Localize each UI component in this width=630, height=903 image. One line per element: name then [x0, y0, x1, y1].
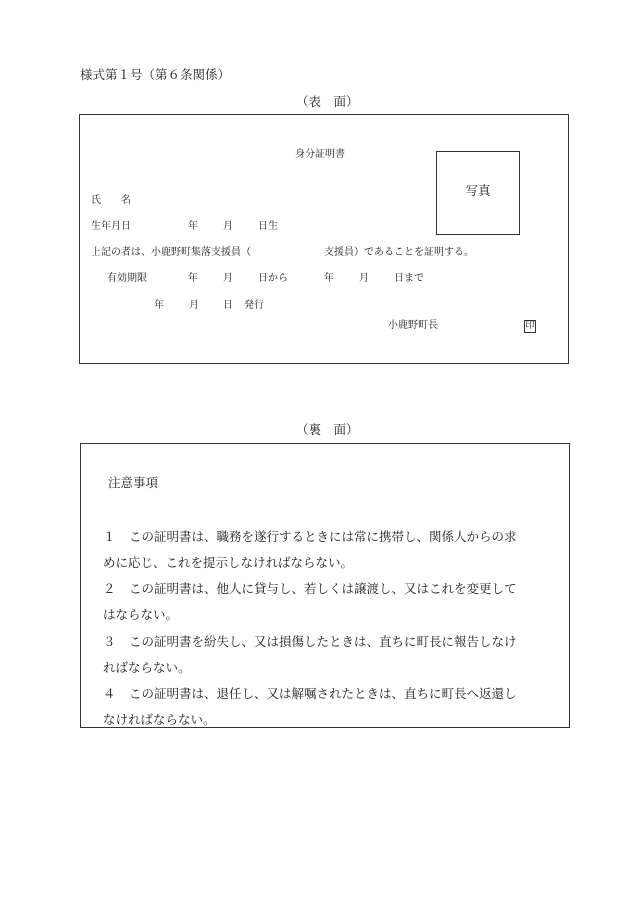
validity-to-day: 日まで [394, 273, 424, 284]
note-number: ３ [103, 634, 116, 649]
card-title: 身分証明書 [295, 149, 345, 160]
note-text: この証明書は、他人に貸与し、若しくは譲渡し、又はこれを変更して [129, 581, 517, 596]
issue-day: 日 [223, 300, 233, 311]
front-side-label: （表 面） [296, 94, 359, 109]
statement-part1: 上記の者は、小鹿野町集落支援員（ [91, 247, 251, 258]
id-card-back [80, 443, 570, 728]
note-number: １ [103, 529, 116, 544]
issue-label: 発行 [244, 300, 264, 311]
note-continuation: ればならない。 [103, 660, 191, 675]
note-number: ２ [103, 581, 116, 596]
note-text: この証明書は、退任し、又は解嘱されたときは、直ちに町長へ返還し [129, 686, 517, 701]
note-text: この証明書を紛失し、又は損傷したときは、直ちに町長に報告しなけ [129, 634, 517, 649]
note-continuation: はならない。 [103, 607, 179, 622]
note-item [103, 583, 517, 596]
note-item [103, 636, 517, 649]
note-item [103, 688, 517, 701]
validity-label: 有効期限 [107, 273, 147, 284]
birth-date-label: 生年月日 [91, 221, 131, 232]
issue-month: 月 [189, 300, 199, 311]
birth-day-label: 日生 [258, 221, 278, 232]
validity-to-year: 年 [324, 273, 334, 284]
name-label: 氏 名 [91, 195, 131, 206]
note-number: ４ [103, 686, 116, 701]
validity-to-month: 月 [359, 273, 369, 284]
photo-label: 写真 [465, 183, 491, 198]
statement-part2: 支援員）であることを証明する。 [324, 247, 474, 258]
note-text: この証明書は、職務を遂行するときには常に携帯し、関係人からの求 [129, 529, 517, 544]
validity-from-day: 日から [258, 273, 288, 284]
back-side-label: （裏 面） [296, 422, 359, 437]
seal-mark: 印 [525, 321, 535, 331]
issue-year: 年 [154, 300, 164, 311]
notes-title: 注意事項 [108, 475, 159, 490]
id-card-front [79, 114, 569, 364]
validity-from-month: 月 [223, 273, 233, 284]
note-item [103, 531, 517, 544]
photo-box [436, 151, 520, 235]
note-continuation: なければならない。 [103, 712, 216, 727]
birth-year-label: 年 [188, 221, 198, 232]
issuer-title: 小鹿野町長 [388, 320, 438, 331]
validity-from-year: 年 [188, 273, 198, 284]
birth-month-label: 月 [223, 221, 233, 232]
note-continuation: めに応じ、これを提示しなければならない。 [103, 555, 354, 570]
form-header: 様式第１号（第６条関係） [80, 67, 231, 82]
